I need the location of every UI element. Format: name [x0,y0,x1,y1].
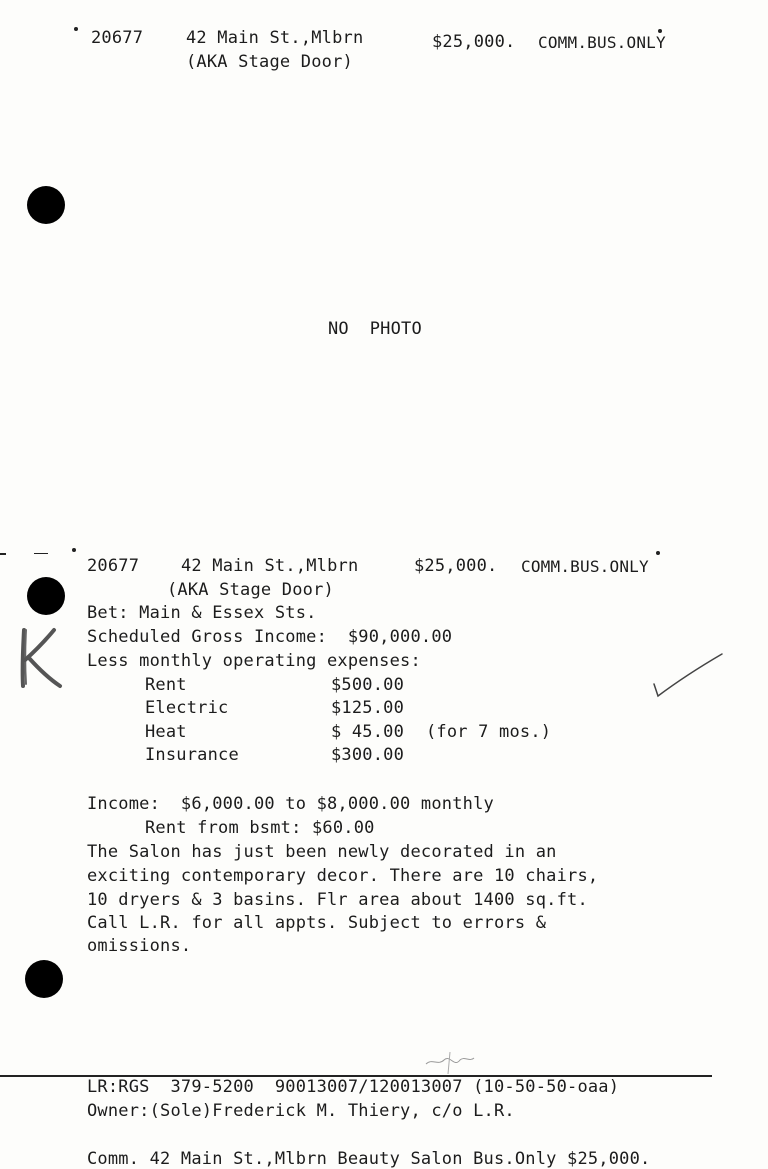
punch-hole-bottom [25,960,63,998]
expense-label-rent: Rent [145,675,187,695]
top-address: 42 Main St.,Mlbrn [186,28,364,48]
bsmt-rent: Rent from bsmt: $60.00 [145,818,375,838]
margin-edge-mark [0,553,6,555]
description-line: 10 dryers & 3 basins. Flr area about 1400 sq.ft. [87,890,588,910]
income-range: Income: $6,000.00 to $8,000.00 monthly [87,794,494,814]
listing-number: 20677 [87,556,140,576]
expense-label-insurance: Insurance [145,745,239,765]
agent-line: LR:RGS 379-5200 90013007/120013007 (10-50-50-oaa) [87,1077,620,1097]
top-price: $25,000. [432,32,516,52]
top-listing-number: 20677 [91,28,144,48]
listing-price: $25,000. [414,556,498,576]
expenses-heading: Less monthly operating expenses: [87,651,421,671]
stray-dot [656,551,660,555]
expense-note-heat: (for 7 mos.) [426,722,552,742]
no-photo-label: NO PHOTO [328,319,422,339]
description-line: The Salon has just been newly decorated in an [87,842,557,862]
listing-aka: (AKA Stage Door) [167,580,334,600]
handwritten-k-mark [10,624,66,690]
stray-dot [72,548,76,552]
expense-amount-heat: $ 45.00 [331,722,405,742]
expense-label-heat: Heat [145,722,187,742]
handwritten-check-mark [650,650,726,704]
punch-hole-top [27,186,65,224]
listing-address: 42 Main St.,Mlbrn [181,556,359,576]
listing-category: COMM.BUS.ONLY [521,557,649,576]
top-aka: (AKA Stage Door) [186,52,353,72]
description-line: exciting contemporary decor. There are 10 chairs, [87,866,599,886]
summary-line: Comm. 42 Main St.,Mlbrn Beauty Salon Bus.Only $25,000. [87,1149,651,1169]
expense-amount-insurance: $300.00 [331,745,405,765]
expense-amount-electric: $125.00 [331,698,405,718]
punch-hole-middle [27,577,65,615]
handwritten-scribble [420,1048,480,1076]
owner-line: Owner:(Sole)Frederick M. Thiery, c/o L.R. [87,1101,515,1121]
top-category: COMM.BUS.ONLY [538,33,666,52]
stray-dot [74,27,78,31]
description-line: Call L.R. for all appts. Subject to errors & [87,913,547,933]
gross-income: Scheduled Gross Income: $90,000.00 [87,627,453,647]
expense-amount-rent: $500.00 [331,675,405,695]
margin-edge-dash [34,553,48,554]
between-streets: Bet: Main & Essex Sts. [87,603,317,623]
description-line: omissions. [87,936,192,956]
expense-label-electric: Electric [145,698,229,718]
